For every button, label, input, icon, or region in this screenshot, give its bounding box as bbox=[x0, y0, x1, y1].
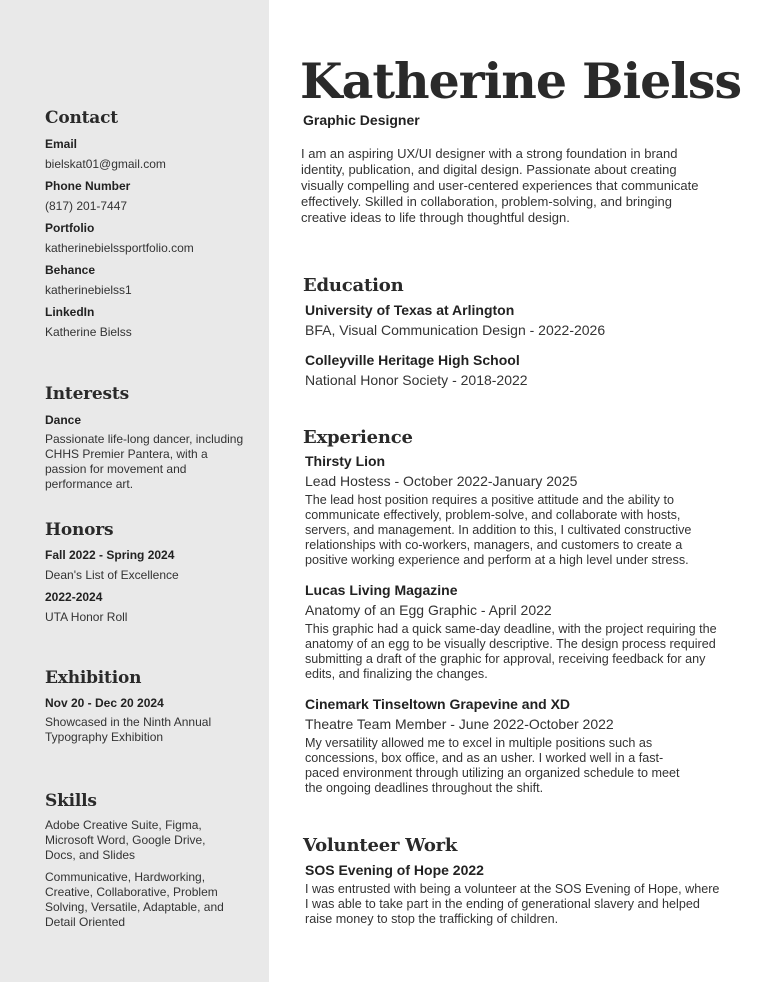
summary: I am an aspiring UX/UI designer with a strong foundation in brand identity, publication, and digital design. Passionate about creating visually compelling and user-centered experiences that communicate effectively. Skilled in collaboration, problem-solving, and bringing creative ideas to life through thoughtful design. bbox=[301, 146, 699, 225]
interest-text: Passionate life-long dancer, including CHHS Premier Pantera, with a passion for movement and performance art. bbox=[45, 432, 244, 491]
exhibition-heading: Exhibition bbox=[45, 668, 142, 688]
experience-position: Theatre Team Member - June 2022-October 2022 bbox=[305, 716, 614, 732]
phone-label: Phone Number bbox=[45, 179, 131, 193]
experience-org: Lucas Living Magazine bbox=[305, 582, 458, 598]
experience-desc: The lead host position requires a positive attitude and the ability to communicate effectively, problem-solve, and collaborate with hosts, servers, and management. In addition to this, I cultivated constructive relationships with co-workers, managers, and customers to create a positive working experience and perform at a high level under stress. bbox=[305, 493, 692, 567]
portfolio-value[interactable]: katherinebielssportfolio.com bbox=[45, 241, 194, 255]
honor-text: UTA Honor Roll bbox=[45, 610, 128, 624]
interests-heading: Interests bbox=[45, 384, 129, 404]
volunteer-org: SOS Evening of Hope 2022 bbox=[305, 862, 484, 878]
exhibition-text: Showcased in the Ninth Annual Typography Exhibition bbox=[45, 715, 212, 744]
linkedin-value[interactable]: Katherine Bielss bbox=[45, 325, 132, 339]
portfolio-label: Portfolio bbox=[45, 221, 95, 235]
candidate-name: Katherine Bielss bbox=[300, 52, 742, 110]
skills-software: Adobe Creative Suite, Figma, Microsoft Word, Google Drive, Docs, and Slides bbox=[45, 818, 206, 862]
interest-label: Dance bbox=[45, 413, 82, 427]
email-label: Email bbox=[45, 137, 78, 151]
email-value[interactable]: bielskat01@gmail.com bbox=[45, 157, 166, 171]
volunteer-desc: I was entrusted with being a volunteer at the SOS Evening of Hope, where I was able to take part in the ending of generational slavery and helped raise money to stop the trafficking of children. bbox=[305, 882, 720, 926]
job-title: Graphic Designer bbox=[303, 112, 420, 128]
exhibition-date: Nov 20 - Dec 20 2024 bbox=[45, 696, 164, 710]
experience-org: Cinemark Tinseltown Grapevine and XD bbox=[305, 696, 571, 712]
school-detail: National Honor Society - 2018-2022 bbox=[305, 372, 528, 388]
behance-value[interactable]: katherinebielss1 bbox=[45, 283, 132, 297]
volunteer-heading: Volunteer Work bbox=[303, 835, 458, 856]
experience-desc: My versatility allowed me to excel in multiple positions such as concessions, box office, and as an usher. I worked well in a fast-paced environment through utilizing an organized schedule to meet the ongoing deadlines throughout the shift. bbox=[305, 736, 680, 795]
experience-position: Lead Hostess - October 2022-January 2025 bbox=[305, 473, 578, 489]
school-name: Colleyville Heritage High School bbox=[305, 352, 520, 368]
honors-heading: Honors bbox=[45, 520, 114, 540]
honor-date: 2022-2024 bbox=[45, 590, 103, 604]
linkedin-label: LinkedIn bbox=[45, 305, 95, 319]
phone-value[interactable]: (817) 201-7447 bbox=[45, 199, 128, 213]
skills-soft: Communicative, Hardworking, Creative, Collaborative, Problem Solving, Versatile, Adaptable, and Detail Oriented bbox=[45, 870, 224, 929]
contact-heading: Contact bbox=[45, 108, 118, 128]
honor-date: Fall 2022 - Spring 2024 bbox=[45, 548, 175, 562]
behance-label: Behance bbox=[45, 263, 96, 277]
skills-heading: Skills bbox=[45, 791, 97, 811]
school-name: University of Texas at Arlington bbox=[305, 302, 515, 318]
education-heading: Education bbox=[303, 275, 404, 296]
experience-position: Anatomy of an Egg Graphic - April 2022 bbox=[305, 602, 552, 618]
experience-desc: This graphic had a quick same-day deadline, with the project requiring the anatomy of an egg to be visually descriptive. The design process required submitting a draft of the graphic for approval, receiving feedback for any edits, and finalizing the changes. bbox=[305, 622, 717, 681]
experience-heading: Experience bbox=[303, 427, 413, 448]
honor-text: Dean's List of Excellence bbox=[45, 568, 179, 582]
school-detail: BFA, Visual Communication Design - 2022-2026 bbox=[305, 322, 606, 338]
experience-org: Thirsty Lion bbox=[305, 453, 386, 469]
